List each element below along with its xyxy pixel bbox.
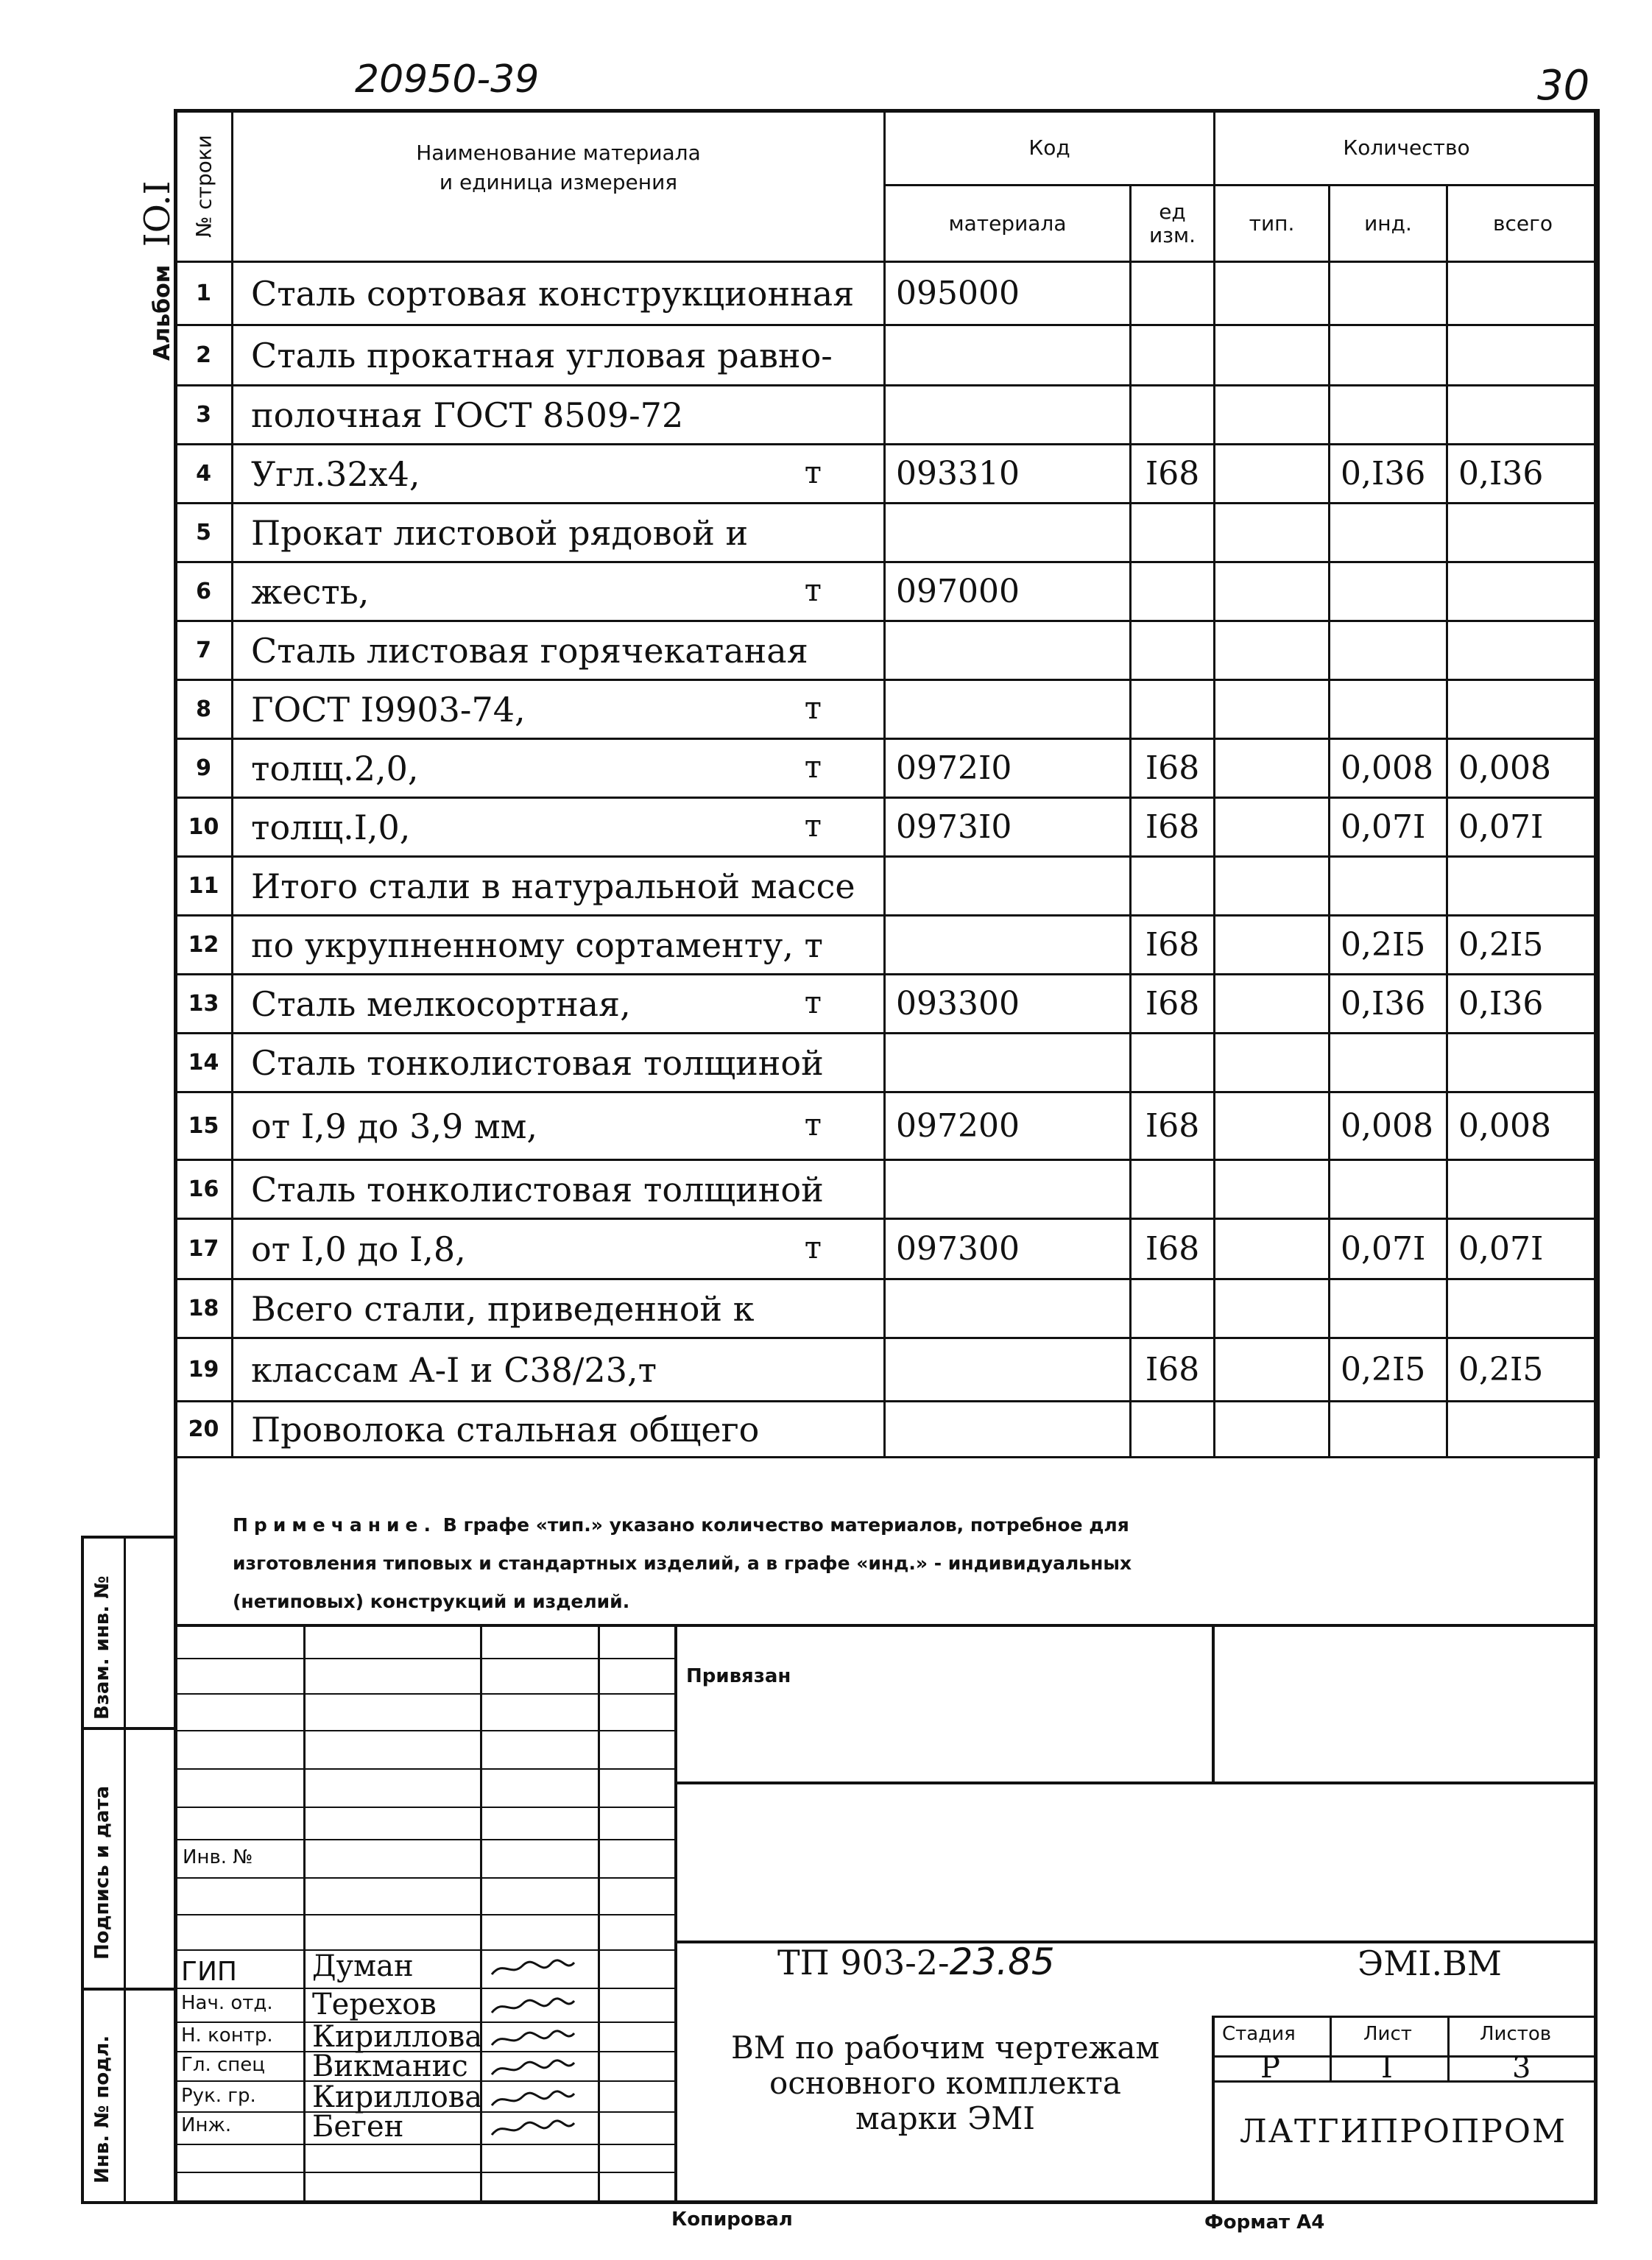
row-number: 4 [175,445,233,504]
side-line [81,1536,84,2204]
format-label: Формат А4 [1204,2211,1325,2233]
material-code: 0973I0 [885,798,1131,857]
role-label: Гл. спец [181,2054,265,2076]
material-code: 097200 [885,1092,1131,1160]
material-name-text: Угл.32х4, [251,453,420,494]
material-name-text: Итого стали в натуральной массе [251,866,855,906]
stage-value: Р [1260,2051,1280,2085]
unit-mark: т [804,984,822,1020]
person-name: Думан [312,1949,414,1983]
material-name-text: Проволока стальная общего [251,1409,760,1449]
header-code-group: Код [885,110,1215,186]
qty-ind: 0,008 [1330,739,1447,798]
qty-ind: 0,07I [1330,798,1447,857]
inv-no-label: Инв. № [183,1846,253,1868]
row-number: 14 [175,1034,233,1092]
material-name-text: толщ.I,0, [251,807,411,847]
row-number: 17 [175,1219,233,1279]
unit-mark: т [804,689,822,726]
sheets-label: Листов [1480,2023,1552,2045]
sheet-value: I [1381,2051,1393,2085]
material-name-text: полочная ГОСТ 8509-72 [251,395,684,435]
qty-total: 0,2I5 [1447,916,1599,975]
unit-code: I68 [1131,1219,1215,1279]
vzam-inv-label: Взам. инв. № [91,1575,113,1720]
row-number: 11 [175,857,233,916]
sheet-frame [174,109,1598,2204]
organization: ЛАТГИПРОПРОМ [1240,2113,1567,2150]
row-number: 2 [175,325,233,386]
sheets-value: 3 [1512,2051,1531,2085]
material-name-text: Сталь мелкосортная, [251,984,631,1024]
qty-ind: 0,2I5 [1330,1338,1447,1402]
material-name-text: жесть, [251,571,370,612]
material-code: 097000 [885,562,1131,621]
unit-code: I68 [1131,975,1215,1034]
unit-code: I68 [1131,798,1215,857]
unit-mark: т [804,1229,822,1265]
note-line-1: В графе «тип.» указано количество материалов, потребное для [442,1514,1129,1536]
header-total: всего [1447,186,1599,262]
person-name: Беген [312,2110,404,2144]
material-name-text: Сталь прокатная угловая равно- [251,335,833,375]
material-code: 0972I0 [885,739,1131,798]
row-number: 10 [175,798,233,857]
qty-total: 0,008 [1447,1092,1599,1160]
role-label: Н. контр. [181,2024,273,2047]
material-code: 097300 [885,1219,1131,1279]
unit-mark: т [804,453,822,490]
side-line [81,1727,174,1730]
unit-code: I68 [1131,1338,1215,1402]
note-title: Примечание. [233,1514,437,1536]
unit-mark: т [804,571,822,608]
qty-total: 0,I36 [1447,445,1599,504]
unit-code: I68 [1131,916,1215,975]
person-name: Кириллова [312,2080,483,2114]
document-title: ВМ по рабочим чертежам основного комплекта марки ЭМI [730,2030,1160,2136]
qty-ind: 0,07I [1330,1219,1447,1279]
album-label: Альбом IO.I [137,180,178,361]
row-number: 20 [175,1402,233,1458]
doc-code-printed: ТП 903-2- [777,1943,950,1982]
side-line [124,1536,126,2204]
role-label: Рук. гр. [181,2085,256,2107]
role-label: ГИП [181,1957,237,1987]
qty-total: 0,07I [1447,1219,1599,1279]
row-number: 19 [175,1338,233,1402]
qty-ind: 0,I36 [1330,445,1447,504]
row-number: 5 [175,504,233,562]
podpis-data-label: Подпись и дата [91,1785,113,1960]
row-number: 6 [175,562,233,621]
qty-ind: 0,I36 [1330,975,1447,1034]
side-line [81,1988,174,1991]
row-number: 7 [175,621,233,680]
qty-ind: 0,008 [1330,1092,1447,1160]
note-line-2: изготовления типовых и стандартных изделий, а в графе «инд.» - индивидуальных [233,1553,1132,1574]
inv-podl-label: Инв. № подл. [91,2035,113,2183]
qty-ind: 0,2I5 [1330,916,1447,975]
material-code: 093300 [885,975,1131,1034]
row-number: 15 [175,1092,233,1160]
side-line [81,2201,174,2204]
material-name-text: от I,0 до I,8, [251,1229,466,1269]
row-number: 13 [175,975,233,1034]
side-line [81,1536,174,1539]
row-number: 16 [175,1160,233,1219]
header-qty-group: Количество [1215,110,1599,186]
role-label: Нач. отд. [181,1992,273,2014]
page-number: 30 [1537,62,1590,110]
qty-total: 0,07I [1447,798,1599,857]
person-name: Кириллова [312,2020,483,2054]
qty-total: 0,I36 [1447,975,1599,1034]
header-ind: инд. [1330,186,1447,262]
material-name-text: Всего стали, приведенной к [251,1288,755,1329]
material-code: 093310 [885,445,1131,504]
row-number: 18 [175,1279,233,1338]
row-number: 12 [175,916,233,975]
note-line-3: (нетиповых) конструкций и изделий. [233,1591,630,1612]
material-name-text: Прокат листовой рядовой и [251,512,749,553]
doc-code-handwritten: 23.85 [949,1941,1055,1983]
unit-code: I68 [1131,1092,1215,1160]
unit-mark: т [804,807,822,844]
material-code: 095000 [885,262,1131,325]
header-unit: ед изм. [1131,186,1215,262]
material-name-text: по укрупненному сортаменту, т [251,925,823,965]
material-name-text: Сталь тонколистовая толщиной [251,1169,824,1210]
row-number: 3 [175,386,233,445]
unit-code: I68 [1131,739,1215,798]
header-name: Наименование материала и единица измерения [233,110,885,262]
material-name-text: от I,9 до 3,9 мм, [251,1106,538,1146]
drawing-mark: ЭМI.ВМ [1358,1943,1502,1983]
header-material: материала [885,186,1131,262]
row-number: 1 [175,262,233,325]
material-name-text: классам А-I и С38/23,т [251,1349,657,1390]
header-row-no: № строки [175,110,233,262]
sheet-label: Лист [1363,2023,1412,2045]
header-typ: тип. [1215,186,1330,262]
unit-mark: т [804,1106,822,1143]
material-name-text: Сталь листовая горячекатаная [251,630,808,671]
kopiroval-label: Копировал [671,2208,793,2231]
row-number: 8 [175,680,233,739]
unit-code: I68 [1131,445,1215,504]
unit-mark: т [804,748,822,785]
person-name: Викманис [312,2049,468,2083]
privyazan-label: Привязан [686,1665,791,1687]
person-name: Терехов [312,1988,437,2021]
material-name-text: Сталь сортовая конструкционная [251,273,855,314]
material-name-text: ГОСТ I9903-74, [251,689,526,730]
qty-total: 0,008 [1447,739,1599,798]
qty-total: 0,2I5 [1447,1338,1599,1402]
stage-label: Стадия [1222,2023,1296,2045]
row-number: 9 [175,739,233,798]
material-name-text: Сталь тонколистовая толщиной [251,1042,824,1083]
archive-number: 20950-39 [355,57,540,102]
role-label: Инж. [181,2114,232,2136]
material-name-text: толщ.2,0, [251,748,419,788]
